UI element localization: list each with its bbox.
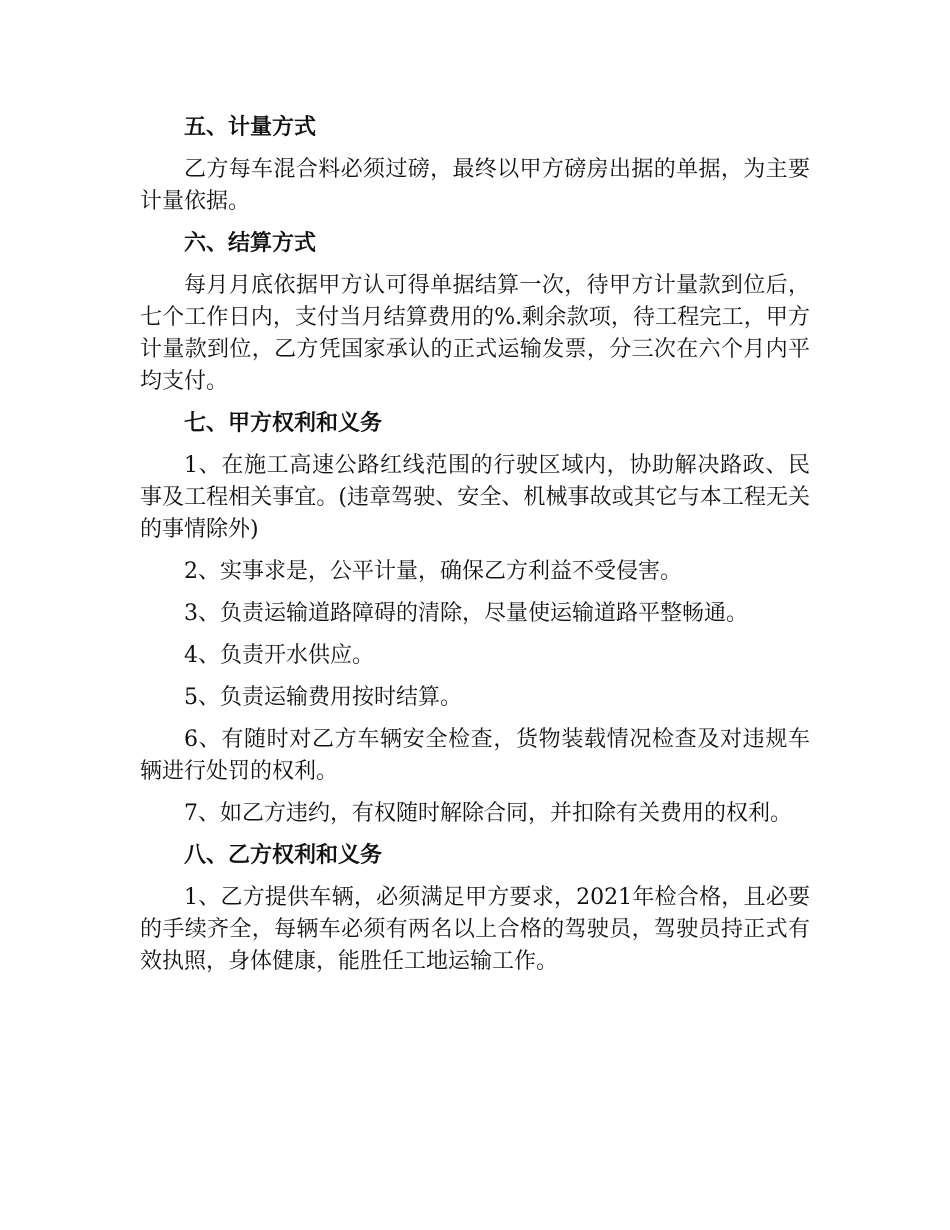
paragraph: 1、乙方提供车辆，必须满足甲方要求，2021年检合格，且必要的手续齐全，每辆车必须有两名以上合格的驾驶员，驾驶员持正式有效执照，身体健康，能胜任工地运输工作。: [140, 885, 810, 974]
paragraph: 1、在施工高速公路红线范围的行驶区域内，协助解决路政、民事及工程相关事宜。(违章驾驶、安全、机械事故或其它与本工程无关的事情除外): [140, 453, 810, 542]
paragraph: 7、如乙方违约，有权随时解除合同，并扣除有关费用的权利。: [184, 801, 792, 826]
paragraph: 乙方每车混合料必须过磅，最终以甲方磅房出据的单据，为主要计量依据。: [140, 157, 810, 214]
paragraph: 每月月底依据甲方认可得单据结算一次，待甲方计量款到位后，七个工作日内，支付当月结算费用的%.剩余款项，待工程完工，甲方计量款到位，乙方凭国家承认的正式运输发票，分三次在六个月内平均支付。: [140, 273, 810, 394]
section-heading: 五、计量方式: [184, 115, 317, 140]
section-heading: 八、乙方权利和义务: [184, 843, 383, 868]
section-heading: 六、结算方式: [184, 231, 317, 256]
section-settlement: [140, 228, 810, 398]
section-party-b-rights: [140, 840, 810, 978]
paragraph: 5、负责运输费用按时结算。: [184, 685, 462, 710]
paragraph: 4、负责开水供应。: [184, 643, 374, 668]
paragraph: 3、负责运输道路障碍的清除，尽量使运输道路平整畅通。: [184, 601, 748, 626]
paragraph: 2、实事求是，公平计量，确保乙方利益不受侵害。: [184, 559, 682, 584]
section-heading: 七、甲方权利和义务: [184, 411, 383, 436]
section-measurement: [140, 112, 810, 218]
paragraph: 6、有随时对乙方车辆安全检查，货物装载情况检查及对违规车辆进行处罚的权利。: [140, 727, 810, 784]
section-party-a-rights: [140, 408, 810, 830]
